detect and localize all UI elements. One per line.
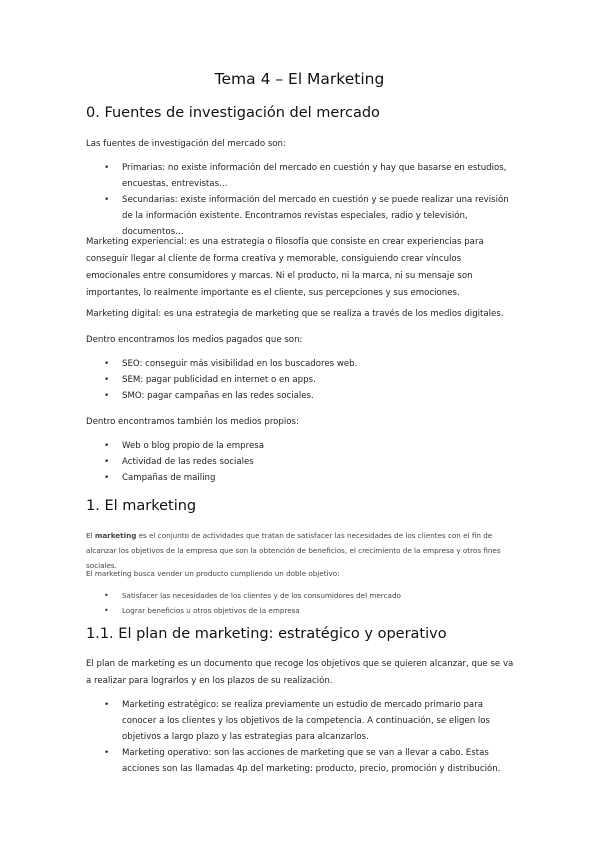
section-1-heading: 1. El marketing	[86, 498, 197, 514]
list-item: • Secundarias: existe información del mercado en cuestión y se puede realizar una revisión de la información existente. Encontramos revistas especiales, radio y televisión, documentos…	[104, 192, 514, 240]
marketing-objective: El marketing busca vender un producto cumpliendo un doble objetivo:	[86, 569, 340, 578]
list-item: • Lograr beneficios u otros objetivos de la empresa	[104, 603, 514, 618]
document-title: Tema 4 – El Marketing	[214, 70, 385, 88]
definition-term: marketing	[94, 531, 137, 540]
own-media-list	[104, 438, 514, 486]
plan-intro: El plan de marketing es un documento que recoge los objetivos que se quieren alcanzar, que se va a realizar para lograrlos y en los plazos de su realización.	[86, 659, 514, 686]
list-item: • Satisfacer las necesidades de los clientes y de los consumidores del mercado	[104, 588, 514, 603]
sources-list	[104, 160, 514, 240]
own-media-intro: Dentro encontramos también los medios propios:	[86, 417, 299, 427]
list-item: • Marketing estratégico: se realiza previamente un estudio de mercado primario para conocer a los clientes y los objetivos de la competencia. A continuación, se eligen los objetivos a largo plazo y las estrategias para alcanzarlos.	[104, 697, 514, 745]
definition-text: es el conjunto de actividades que tratan de satisfacer las necesidades de los clientes con el fin de alcanzar los objetivos de la empresa que son la obtención de beneficios, el crecimiento de la empresa y otros fines sociales.	[86, 531, 501, 570]
list-item: • Web o blog propio de la empresa	[104, 438, 514, 454]
list-item: • Actividad de las redes sociales	[104, 454, 514, 470]
list-item: • SMO: pagar campañas en las redes sociales.	[104, 388, 514, 404]
list-item: • Primarias: no existe información del mercado en cuestión y hay que basarse en estudios, encuestas, entrevistas…	[104, 160, 514, 192]
list-item: • Campañas de mailing	[104, 470, 514, 486]
definition-prefix: El	[86, 531, 95, 540]
plan-list	[104, 697, 514, 777]
list-item: • SEM: pagar publicidad en internet o en apps.	[104, 372, 514, 388]
list-item: • SEO: conseguir más visibilidad en los buscadores web.	[104, 356, 514, 372]
section-1-1-heading: 1.1. El plan de marketing: estratégico y operativo	[86, 626, 447, 642]
section-0-heading: 0. Fuentes de investigación del mercado	[86, 105, 380, 121]
section-0-intro: Las fuentes de investigación del mercado son:	[86, 139, 286, 149]
paid-media-intro: Dentro encontramos los medios pagados que son:	[86, 335, 303, 345]
objectives-list	[104, 588, 514, 618]
experiential-marketing-paragraph: Marketing experiencial: es una estrategia o filosofía que consiste en crear experiencias para conseguir llegar al cliente de forma creativa y memorable, consiguiendo crear vínculos emocionales entre consumidores y marcas. Ni el producto, ni la marca, ni su mensaje son importantes, lo realmente importante es el cliente, sus percepciones y sus emociones.	[86, 237, 484, 298]
list-item: • Marketing operativo: son las acciones de marketing que se van a llevar a cabo. Estas acciones son las llamadas 4p del marketing: producto, precio, promoción y distribución.	[104, 745, 514, 777]
paid-media-list	[104, 356, 514, 404]
digital-marketing-paragraph: Marketing digital: es una estrategia de marketing que se realiza a través de los medios digitales.	[86, 309, 504, 319]
